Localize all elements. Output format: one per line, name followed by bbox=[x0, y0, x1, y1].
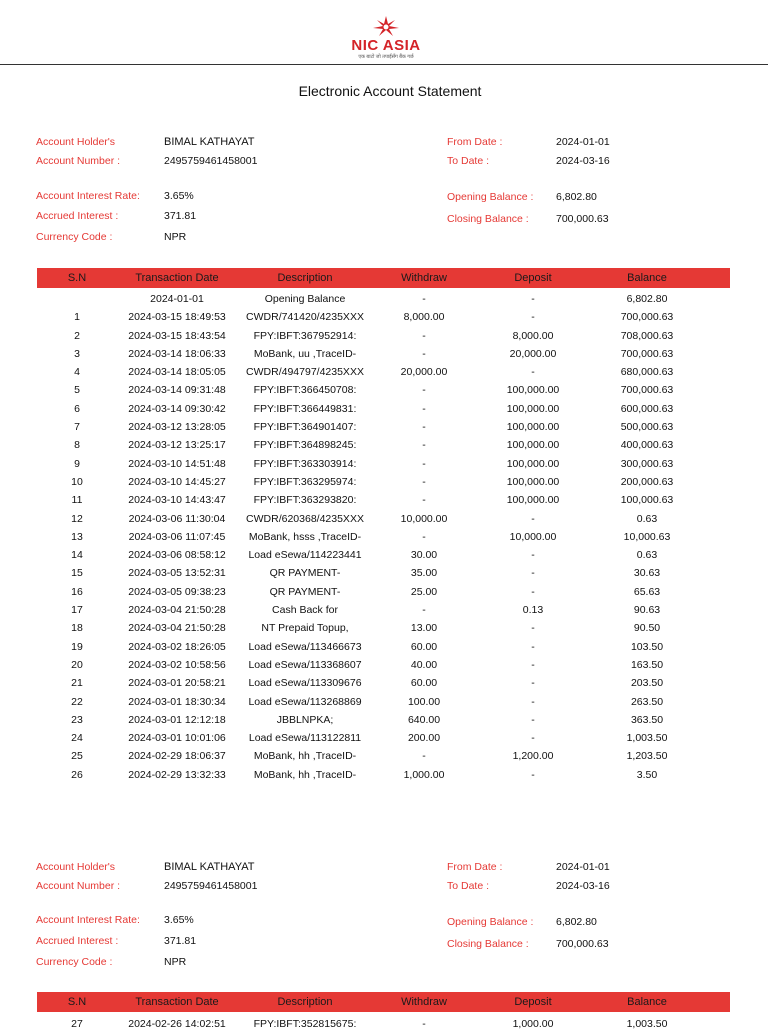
to-date-value: 2024-03-16 bbox=[556, 155, 610, 167]
cell-deposit: 10,000.00 bbox=[509, 530, 557, 543]
cell-sn: 7 bbox=[74, 421, 80, 434]
cell-balance: 400,000.63 bbox=[620, 439, 674, 452]
cell-sn: 8 bbox=[74, 439, 80, 452]
cell-deposit: - bbox=[531, 622, 535, 635]
cell-description: FPY:IBFT:367952914: bbox=[253, 329, 357, 342]
table-row bbox=[0, 473, 768, 491]
col-transaction-date: Transaction Date bbox=[135, 272, 219, 284]
table-row bbox=[0, 491, 768, 509]
table-row bbox=[0, 381, 768, 399]
cell-withdraw: - bbox=[422, 347, 426, 360]
closing-balance-label: Closing Balance : bbox=[447, 938, 529, 950]
cell-description: FPY:IBFT:364901407: bbox=[253, 421, 357, 434]
table-row bbox=[0, 436, 768, 454]
cell-withdraw: 200.00 bbox=[407, 732, 441, 745]
cell-deposit: 1,200.00 bbox=[512, 750, 554, 763]
cell-balance: 30.63 bbox=[633, 567, 661, 580]
cell-sn: 10 bbox=[71, 475, 83, 488]
table-row bbox=[0, 656, 768, 674]
cell-sn: 16 bbox=[71, 585, 83, 598]
cell-description: Load eSewa/113122811 bbox=[248, 732, 362, 745]
from-date-label: From Date : bbox=[447, 136, 503, 148]
cell-deposit: - bbox=[531, 366, 535, 379]
account-number-label: Account Number : bbox=[36, 155, 121, 167]
cell-withdraw: - bbox=[422, 421, 426, 434]
cell-date: 2024-02-29 18:06:37 bbox=[128, 750, 226, 763]
cell-description: QR PAYMENT- bbox=[269, 567, 341, 580]
cell-date: 2024-02-29 13:32:33 bbox=[128, 768, 226, 781]
cell-sn: 18 bbox=[71, 622, 83, 635]
table-row bbox=[0, 327, 768, 345]
accrued-interest-value: 371.81 bbox=[164, 935, 197, 947]
closing-balance-label: Closing Balance : bbox=[447, 213, 529, 225]
currency-label: Currency Code : bbox=[36, 231, 113, 243]
cell-description: MoBank, hsss ,TraceID- bbox=[248, 530, 362, 543]
to-date-label: To Date : bbox=[447, 880, 490, 892]
table-row bbox=[0, 418, 768, 436]
table-row bbox=[0, 345, 768, 363]
cell-sn: 23 bbox=[71, 713, 83, 726]
page-title: Electronic Account Statement bbox=[298, 83, 482, 99]
table-row bbox=[0, 290, 768, 308]
interest-rate-value: 3.65% bbox=[164, 914, 194, 926]
cell-sn: 22 bbox=[71, 695, 83, 708]
cell-balance: 203.50 bbox=[630, 677, 664, 690]
cell-deposit: - bbox=[531, 293, 535, 305]
cell-sn: 3 bbox=[74, 347, 80, 360]
cell-balance: 1,003.50 bbox=[626, 732, 668, 745]
cell-date: 2024-03-06 11:07:45 bbox=[128, 530, 226, 543]
table-row bbox=[0, 455, 768, 473]
cell-sn: 11 bbox=[71, 494, 83, 507]
cell-sn: 4 bbox=[74, 366, 80, 379]
cell-deposit: 0.13 bbox=[522, 604, 544, 617]
cell-sn: 21 bbox=[71, 677, 83, 690]
cell-description: CWDR/620368/4235XXX bbox=[246, 512, 364, 525]
cell-withdraw: - bbox=[422, 530, 426, 543]
account-number-value: 2495759461458001 bbox=[164, 155, 258, 167]
cell-description: QR PAYMENT- bbox=[269, 585, 341, 598]
col-deposit: Deposit bbox=[514, 996, 552, 1008]
cell-deposit: 100,000.00 bbox=[506, 475, 560, 488]
cell-date: 2024-03-04 21:50:28 bbox=[128, 604, 226, 617]
cell-withdraw: - bbox=[422, 384, 426, 397]
cell-sn: 2 bbox=[74, 329, 80, 342]
cell-balance: 1,003.50 bbox=[626, 1018, 668, 1030]
cell-description: MoBank, hh ,TraceID- bbox=[253, 750, 357, 763]
currency-value: NPR bbox=[164, 956, 187, 968]
cell-withdraw: - bbox=[422, 293, 426, 305]
cell-description: FPY:IBFT:364898245: bbox=[253, 439, 357, 452]
cell-description: FPY:IBFT:366450708: bbox=[253, 384, 357, 397]
cell-deposit: - bbox=[531, 311, 535, 324]
cell-balance: 100,000.63 bbox=[620, 494, 674, 507]
transaction-table-body bbox=[0, 290, 768, 784]
cell-withdraw: 60.00 bbox=[410, 640, 438, 653]
cell-sn: 1 bbox=[74, 311, 80, 324]
cell-sn: 19 bbox=[71, 640, 83, 653]
cell-balance: 10,000.63 bbox=[623, 530, 671, 543]
holder-value: BIMAL KATHAYAT bbox=[164, 136, 255, 148]
cell-date: 2024-03-12 13:28:05 bbox=[128, 421, 226, 434]
cell-deposit: 1,000.00 bbox=[512, 1018, 554, 1030]
accrued-interest-value: 371.81 bbox=[164, 210, 197, 222]
interest-rate-value: 3.65% bbox=[164, 190, 194, 202]
table-row bbox=[0, 510, 768, 528]
cell-balance: 163.50 bbox=[630, 658, 664, 671]
cell-balance: 300,000.63 bbox=[620, 457, 674, 470]
col-description: Description bbox=[277, 272, 333, 284]
cell-balance: 708,000.63 bbox=[620, 329, 674, 342]
holder-label: Account Holder's bbox=[36, 861, 116, 873]
cell-balance: 500,000.63 bbox=[620, 421, 674, 434]
table-row bbox=[0, 619, 768, 637]
table-row bbox=[0, 693, 768, 711]
cell-deposit: 100,000.00 bbox=[506, 384, 560, 397]
cell-deposit: - bbox=[531, 512, 535, 525]
cell-balance: 3.50 bbox=[636, 768, 658, 781]
cell-deposit: 100,000.00 bbox=[506, 421, 560, 434]
cell-description: Load eSewa/114223441 bbox=[248, 549, 362, 562]
cell-description: FPY:IBFT:366449831: bbox=[253, 402, 357, 415]
cell-withdraw: 20,000.00 bbox=[400, 366, 448, 379]
cell-date: 2024-03-02 18:26:05 bbox=[128, 640, 226, 653]
opening-balance-label: Opening Balance : bbox=[447, 191, 534, 203]
cell-withdraw: 13.00 bbox=[410, 622, 438, 635]
cell-withdraw: - bbox=[422, 1018, 426, 1030]
cell-withdraw: - bbox=[422, 329, 426, 342]
cell-deposit: - bbox=[531, 713, 535, 726]
cell-withdraw: - bbox=[422, 457, 426, 470]
table-row bbox=[0, 674, 768, 692]
account-info-block-page2 bbox=[0, 855, 768, 975]
cell-sn: 26 bbox=[71, 768, 83, 781]
cell-date: 2024-03-10 14:43:47 bbox=[128, 494, 226, 507]
col-sn: S.N bbox=[67, 996, 87, 1008]
interest-rate-label: Account Interest Rate: bbox=[36, 190, 140, 202]
cell-withdraw: - bbox=[422, 750, 426, 763]
cell-sn: 15 bbox=[71, 567, 83, 580]
closing-balance-value: 700,000.63 bbox=[556, 938, 609, 950]
cell-date: 2024-03-14 09:30:42 bbox=[128, 402, 226, 415]
from-date-value: 2024-01-01 bbox=[556, 861, 610, 873]
cell-balance: 363.50 bbox=[630, 713, 664, 726]
nic-asia-star-icon bbox=[373, 16, 399, 36]
cell-deposit: - bbox=[531, 640, 535, 653]
cell-description: MoBank, uu ,TraceID- bbox=[253, 347, 357, 360]
cell-withdraw: - bbox=[422, 494, 426, 507]
cell-description: FPY:IBFT:363295974: bbox=[253, 475, 357, 488]
cell-description: Load eSewa/113309676 bbox=[248, 677, 362, 690]
nic-asia-logo bbox=[351, 16, 421, 60]
cell-deposit: - bbox=[531, 732, 535, 745]
table-row bbox=[0, 638, 768, 656]
logo-tagline: एक बाटो जो तपाईंसँग बैंक गर्छ bbox=[358, 54, 414, 60]
cell-description: Load eSewa/113368607 bbox=[248, 658, 362, 671]
table-row bbox=[0, 363, 768, 381]
table-row-partial bbox=[0, 1014, 768, 1032]
header-divider bbox=[0, 64, 768, 65]
cell-deposit: 100,000.00 bbox=[506, 402, 560, 415]
cell-withdraw: 640.00 bbox=[407, 713, 441, 726]
cell-description: FPY:IBFT:363303914: bbox=[253, 457, 357, 470]
closing-balance-value: 700,000.63 bbox=[556, 213, 609, 225]
cell-sn: 6 bbox=[74, 402, 80, 415]
table-row bbox=[0, 546, 768, 564]
table-row bbox=[0, 711, 768, 729]
cell-date: 2024-03-02 10:58:56 bbox=[128, 658, 226, 671]
cell-balance: 1,203.50 bbox=[626, 750, 668, 763]
table-row bbox=[0, 583, 768, 601]
logo-name: NIC ASIA bbox=[351, 37, 421, 54]
cell-description: FPY:IBFT:363293820: bbox=[253, 494, 357, 507]
cell-date: 2024-03-04 21:50:28 bbox=[128, 622, 226, 635]
cell-withdraw: 100.00 bbox=[407, 695, 441, 708]
cell-date: 2024-03-06 08:58:12 bbox=[128, 549, 226, 562]
cell-deposit: - bbox=[531, 695, 535, 708]
cell-description: Opening Balance bbox=[264, 293, 346, 305]
cell-sn: 20 bbox=[71, 658, 83, 671]
cell-sn: 24 bbox=[71, 732, 83, 745]
cell-sn: 17 bbox=[71, 604, 83, 617]
cell-sn: 14 bbox=[71, 549, 83, 562]
table-header-page2 bbox=[37, 992, 730, 1012]
cell-description: FPY:IBFT:352815675: bbox=[253, 1018, 357, 1030]
accrued-interest-label: Accrued Interest : bbox=[36, 935, 119, 947]
table-row bbox=[0, 766, 768, 784]
account-number-value: 2495759461458001 bbox=[164, 880, 258, 892]
cell-sn: 12 bbox=[71, 512, 83, 525]
currency-value: NPR bbox=[164, 231, 187, 243]
cell-withdraw: 25.00 bbox=[410, 585, 438, 598]
page-header bbox=[0, 0, 768, 64]
col-transaction-date: Transaction Date bbox=[135, 996, 219, 1008]
cell-sn: 13 bbox=[71, 530, 83, 543]
opening-balance-value: 6,802.80 bbox=[556, 191, 597, 203]
holder-label: Account Holder's bbox=[36, 136, 116, 148]
cell-sn: 25 bbox=[71, 750, 83, 763]
currency-label: Currency Code : bbox=[36, 956, 113, 968]
cell-date: 2024-03-12 13:25:17 bbox=[128, 439, 226, 452]
cell-date: 2024-03-14 18:06:33 bbox=[128, 347, 226, 360]
opening-balance-label: Opening Balance : bbox=[447, 916, 534, 928]
col-withdraw: Withdraw bbox=[401, 272, 447, 284]
col-withdraw: Withdraw bbox=[401, 996, 447, 1008]
cell-sn: 9 bbox=[74, 457, 80, 470]
interest-rate-label: Account Interest Rate: bbox=[36, 914, 140, 926]
cell-withdraw: 60.00 bbox=[410, 677, 438, 690]
cell-deposit: - bbox=[531, 549, 535, 562]
cell-balance: 700,000.63 bbox=[620, 347, 674, 360]
cell-date: 2024-03-15 18:43:54 bbox=[128, 329, 226, 342]
cell-date: 2024-03-01 12:12:18 bbox=[128, 713, 226, 726]
cell-description: CWDR/741420/4235XXX bbox=[246, 311, 364, 324]
opening-balance-value: 6,802.80 bbox=[556, 916, 597, 928]
cell-withdraw: 40.00 bbox=[410, 658, 438, 671]
cell-balance: 6,802.80 bbox=[626, 293, 668, 305]
cell-balance: 90.50 bbox=[633, 622, 661, 635]
cell-date: 2024-03-10 14:45:27 bbox=[128, 475, 226, 488]
cell-balance: 680,000.63 bbox=[620, 366, 674, 379]
cell-date: 2024-02-26 14:02:51 bbox=[128, 1018, 226, 1030]
cell-description: MoBank, hh ,TraceID- bbox=[253, 768, 357, 781]
cell-balance: 700,000.63 bbox=[620, 384, 674, 397]
cell-description: Load eSewa/113268869 bbox=[248, 695, 362, 708]
cell-withdraw: 35.00 bbox=[410, 567, 438, 580]
cell-deposit: 100,000.00 bbox=[506, 457, 560, 470]
cell-balance: 263.50 bbox=[630, 695, 664, 708]
cell-deposit: 20,000.00 bbox=[509, 347, 557, 360]
account-number-label: Account Number : bbox=[36, 880, 121, 892]
table-row bbox=[0, 601, 768, 619]
cell-date: 2024-03-01 18:30:34 bbox=[128, 695, 226, 708]
cell-date: 2024-03-10 14:51:48 bbox=[128, 457, 226, 470]
from-date-value: 2024-01-01 bbox=[556, 136, 610, 148]
cell-deposit: - bbox=[531, 768, 535, 781]
cell-withdraw: - bbox=[422, 439, 426, 452]
cell-date: 2024-03-01 10:01:06 bbox=[128, 732, 226, 745]
cell-deposit: - bbox=[531, 585, 535, 598]
cell-description: JBBLNPKA; bbox=[276, 713, 334, 726]
from-date-label: From Date : bbox=[447, 861, 503, 873]
cell-deposit: - bbox=[531, 658, 535, 671]
cell-date: 2024-03-01 20:58:21 bbox=[128, 677, 226, 690]
cell-withdraw: 10,000.00 bbox=[400, 512, 448, 525]
account-info-block bbox=[0, 130, 768, 250]
col-deposit: Deposit bbox=[514, 272, 552, 284]
cell-withdraw: 30.00 bbox=[410, 549, 438, 562]
cell-date: 2024-03-15 18:49:53 bbox=[128, 311, 226, 324]
cell-date: 2024-03-14 09:31:48 bbox=[128, 384, 226, 397]
table-row bbox=[0, 308, 768, 326]
table-row bbox=[0, 528, 768, 546]
to-date-label: To Date : bbox=[447, 155, 490, 167]
cell-balance: 90.63 bbox=[633, 604, 661, 617]
table-row bbox=[0, 729, 768, 747]
cell-description: CWDR/494797/4235XXX bbox=[246, 366, 364, 379]
cell-sn: 27 bbox=[71, 1018, 83, 1030]
table-row bbox=[0, 747, 768, 765]
cell-balance: 103.50 bbox=[630, 640, 664, 653]
cell-balance: 200,000.63 bbox=[620, 475, 674, 488]
cell-balance: 0.63 bbox=[636, 512, 658, 525]
cell-balance: 65.63 bbox=[633, 585, 661, 598]
holder-value: BIMAL KATHAYAT bbox=[164, 861, 255, 873]
cell-date: 2024-03-14 18:05:05 bbox=[128, 366, 226, 379]
cell-balance: 700,000.63 bbox=[620, 311, 674, 324]
cell-withdraw: - bbox=[422, 604, 426, 617]
col-description: Description bbox=[277, 996, 333, 1008]
to-date-value: 2024-03-16 bbox=[556, 880, 610, 892]
cell-withdraw: 1,000.00 bbox=[403, 768, 445, 781]
cell-withdraw: - bbox=[422, 402, 426, 415]
cell-deposit: - bbox=[531, 567, 535, 580]
col-sn: S.N bbox=[67, 272, 87, 284]
cell-deposit: - bbox=[531, 677, 535, 690]
cell-sn: 5 bbox=[74, 384, 80, 397]
cell-deposit: 100,000.00 bbox=[506, 494, 560, 507]
cell-description: Cash Back for bbox=[272, 604, 338, 617]
cell-date: 2024-03-05 09:38:23 bbox=[128, 585, 226, 598]
col-balance: Balance bbox=[627, 996, 667, 1008]
cell-date: 2024-01-01 bbox=[150, 293, 204, 305]
cell-deposit: 8,000.00 bbox=[512, 329, 554, 342]
table-row bbox=[0, 400, 768, 418]
cell-withdraw: 8,000.00 bbox=[403, 311, 445, 324]
accrued-interest-label: Accrued Interest : bbox=[36, 210, 119, 222]
cell-balance: 0.63 bbox=[636, 549, 658, 562]
table-header bbox=[37, 268, 730, 288]
cell-deposit: 100,000.00 bbox=[506, 439, 560, 452]
table-row bbox=[0, 564, 768, 582]
cell-description: Load eSewa/113466673 bbox=[248, 640, 362, 653]
cell-date: 2024-03-05 13:52:31 bbox=[128, 567, 226, 580]
cell-date: 2024-03-06 11:30:04 bbox=[128, 512, 226, 525]
cell-balance: 600,000.63 bbox=[620, 402, 674, 415]
col-balance: Balance bbox=[627, 272, 667, 284]
cell-description: NT Prepaid Topup, bbox=[261, 622, 349, 635]
cell-withdraw: - bbox=[422, 475, 426, 488]
